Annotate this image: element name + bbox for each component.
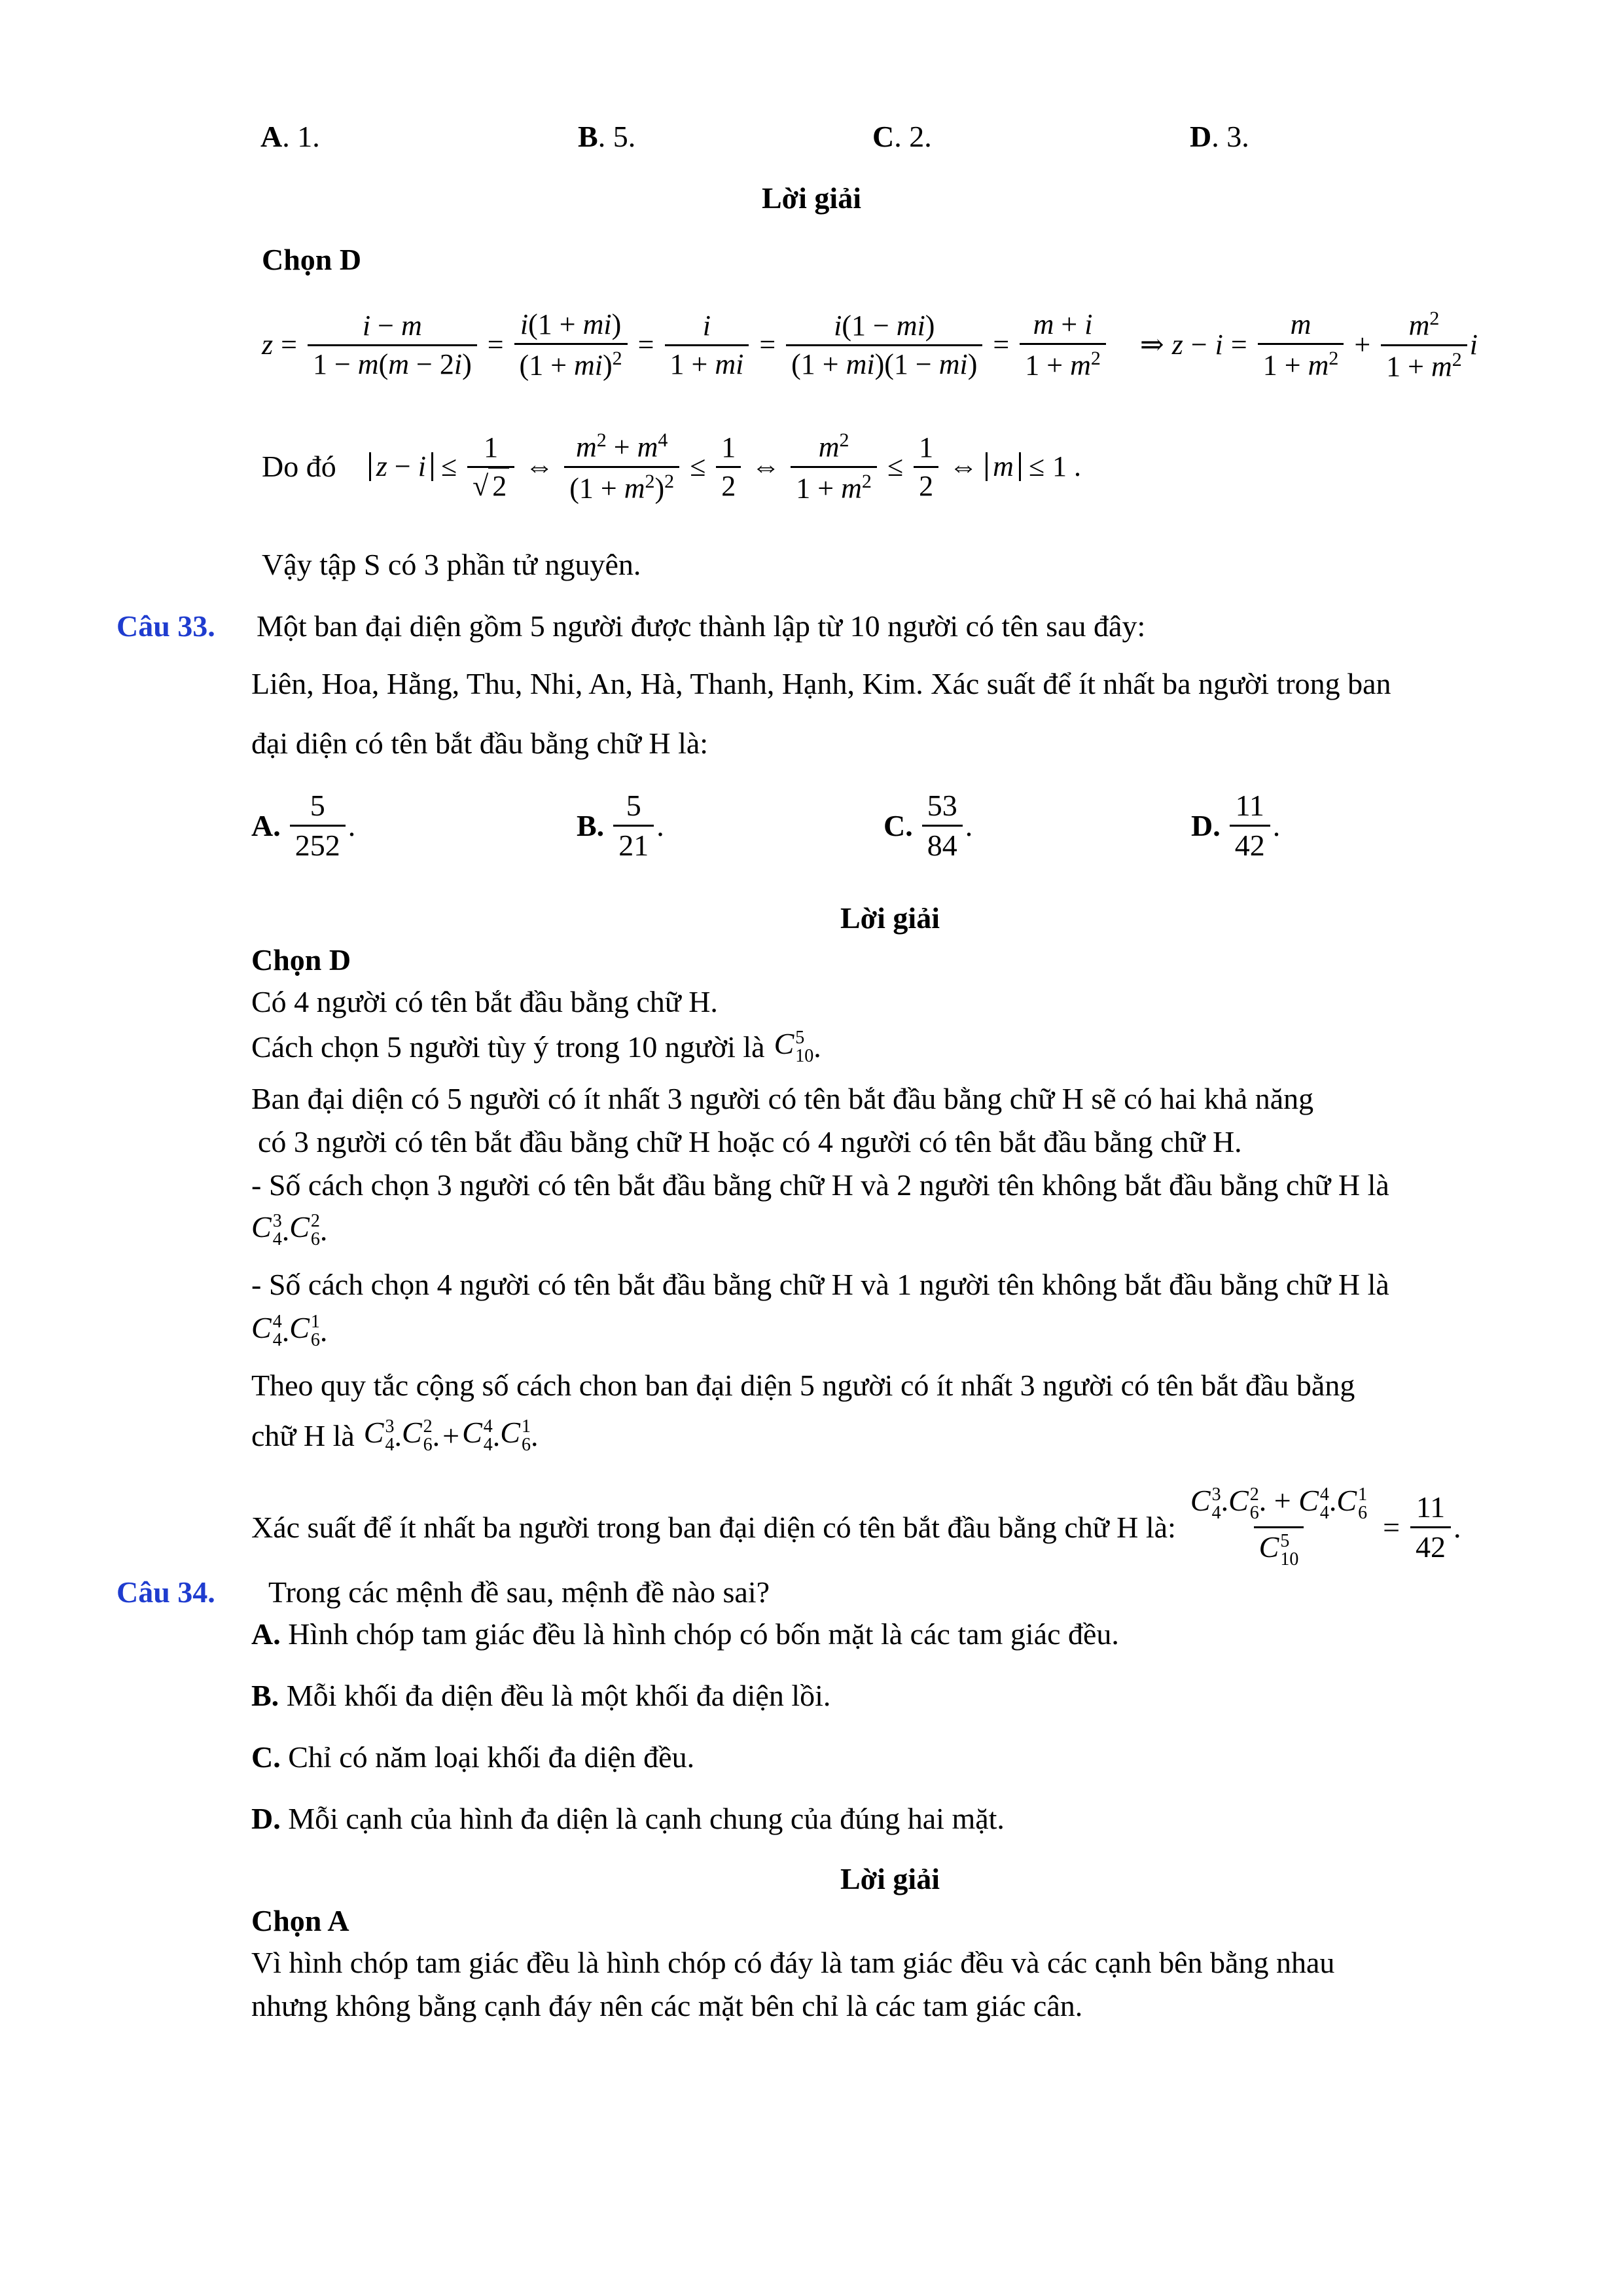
q34-option-d[interactable] xyxy=(251,1804,1005,1834)
answer-letter: A xyxy=(260,120,283,153)
do-do-label: Do đó xyxy=(262,450,336,484)
q33-sol-line8: chữ H là C 3 4 . C 2 6 . + C 4 4 . C 1 6 . xyxy=(251,1416,539,1455)
result-denominator: 42 xyxy=(1410,1526,1451,1562)
answer-numerator: 5 xyxy=(310,789,325,822)
q32-inequality: Do đó z − i ≤ $\frac{1}{√ 2}$ ⇔ $\frac{m^2 + m^4}{(1 + m^2)^2}$ ≤ $\frac{1}{2}$ ⇔ $\frac{m^2}{1 + m^2}$ ≤ $\frac{1}{2}$ ⇔ m ≤ 1 . xyxy=(262,429,1081,505)
option-letter: D. xyxy=(251,1802,281,1835)
q32-equation-z: z = $\frac{i - m}{1 - m(m - 2i)}$ = $\frac{i(1 + mi)}{(1 + mi)^2}$ = $\frac{i}{1 + mi}$ = $\frac{i(1 - mi)}{(1 + mi)(1 - mi)}$ = $\frac{m + i}{1 + m^2}$ ⇒ z − i = $\frac{m}{1 + m^2}$ + $\frac{m^2}{1 + m^2}$ i xyxy=(262,308,1478,383)
option-letter: C. xyxy=(251,1740,281,1774)
q33-sol-line7: Theo quy tắc cộng số cách chon ban đại diện 5 người có ít nhất 3 người có tên bắt đầu bằng xyxy=(251,1369,1355,1402)
q34-option-b[interactable] xyxy=(251,1681,830,1711)
q33-answer-c[interactable]: C. $\frac{53}{84}$ . xyxy=(883,789,973,862)
q32-answer-b[interactable] xyxy=(578,122,635,152)
q32-solution-heading: Lời giải xyxy=(762,181,861,215)
answer-text: . 3. xyxy=(1211,120,1249,153)
q33-line3: đại diện có tên bắt đầu bằng chữ H là: xyxy=(251,726,709,760)
sol-text: Xác suất để ít nhất ba người trong ban đại diện có tên bắt đầu bằng chữ H là: xyxy=(251,1510,1176,1544)
q33-sol-line1: Có 4 người có tên bắt đầu bằng chữ H. xyxy=(251,985,718,1018)
q34-question: Trong các mệnh đề sau, mệnh đề nào sai? xyxy=(268,1575,770,1609)
option-text: Mỗi khối đa diện đều là một khối đa diện lồi. xyxy=(279,1679,831,1712)
option-letter: B. xyxy=(251,1679,279,1712)
answer-numerator: 53 xyxy=(927,789,957,822)
answer-numerator: 11 xyxy=(1235,789,1264,822)
sol-text: Cách chọn 5 người tùy ý trong 10 người là xyxy=(251,1030,765,1064)
q33-answer-d[interactable]: D. $\frac{11}{42}$ . xyxy=(1191,789,1281,862)
q33-answer-b[interactable]: B. $\frac{5}{21}$ . xyxy=(577,789,664,862)
q34-sol-line2: nhưng không bằng cạnh đáy nên các mặt bên chỉ là các tam giác cân. xyxy=(251,1989,1083,2022)
answer-letter: D xyxy=(1190,120,1212,153)
answer-text: . 1. xyxy=(282,120,320,153)
q33-sol-line4: có 3 người có tên bắt đầu bằng chữ H hoặc có 4 người có tên bắt đầu bằng chữ H. xyxy=(258,1125,1242,1158)
answer-letter: C. xyxy=(883,808,913,842)
option-text: Mỗi cạnh của hình đa diện là cạnh chung của đúng hai mặt. xyxy=(280,1802,1005,1835)
q33-combination-3-2: C 3 4 . C 2 6 . xyxy=(251,1210,328,1249)
q32-answer-a[interactable] xyxy=(260,122,320,152)
answer-denominator: 42 xyxy=(1230,825,1270,861)
answer-denominator: 252 xyxy=(290,825,346,861)
answer-text: . 2. xyxy=(894,120,932,153)
answer-letter: B xyxy=(578,120,598,153)
q33-line2: Liên, Hoa, Hằng, Thu, Nhi, An, Hà, Thanh, Hạnh, Kim. Xác suất để ít nhất ba người trong ban xyxy=(251,667,1391,700)
answer-letter: D. xyxy=(1191,808,1221,842)
q33-sol-line3: Ban đại diện có 5 người có ít nhất 3 người có tên bắt đầu bằng chữ H sẽ có hai khả năng xyxy=(251,1082,1314,1115)
answer-denominator: 84 xyxy=(922,825,963,861)
q34-label: Câu 34. xyxy=(116,1575,215,1609)
option-text: Hình chóp tam giác đều là hình chóp có bốn mặt là các tam giác đều. xyxy=(280,1617,1119,1651)
q33-sol-line5: - Số cách chọn 3 người có tên bắt đầu bằng chữ H và 2 người tên không bắt đầu bằng chữ H là xyxy=(251,1168,1389,1202)
q33-solution-heading: Lời giải xyxy=(840,901,940,935)
q32-answer-c[interactable] xyxy=(872,122,932,152)
option-letter: A. xyxy=(251,1617,281,1651)
q34-choice: Chọn A xyxy=(251,1904,349,1937)
q33-combination-4-1: C 4 4 . C 1 6 . xyxy=(251,1311,328,1350)
q33-line1: Một ban đại diện gồm 5 người được thành lập từ 10 người có tên sau đây: xyxy=(257,609,1146,643)
q33-answer-a[interactable]: A. $\frac{5}{252}$ . xyxy=(251,789,356,862)
answer-letter: A. xyxy=(251,808,281,842)
q34-option-a[interactable] xyxy=(251,1619,1119,1649)
answer-denominator: 21 xyxy=(613,825,654,861)
q32-conclusion: Vậy tập S có 3 phần tử nguyên. xyxy=(262,548,641,581)
answer-letter: C xyxy=(872,120,895,153)
result-numerator: 11 xyxy=(1416,1490,1446,1524)
q34-sol-line1: Vì hình chóp tam giác đều là hình chóp có đáy là tam giác đều và các cạnh bên bằng nhau xyxy=(251,1946,1335,1979)
q33-label: Câu 33. xyxy=(116,609,215,643)
option-text: Chỉ có năm loại khối đa diện đều. xyxy=(280,1740,695,1774)
q34-solution-heading: Lời giải xyxy=(840,1862,940,1895)
sol-text: chữ H là xyxy=(251,1419,355,1452)
q33-sol-line6: - Số cách chọn 4 người có tên bắt đầu bằng chữ H và 1 người tên không bắt đầu bằng chữ H là xyxy=(251,1268,1389,1301)
q32-answer-d[interactable] xyxy=(1190,122,1249,152)
q32-choice: Chọn D xyxy=(262,243,362,276)
q33-probability: Xác suất để ít nhất ba người trong ban đại diện có tên bắt đầu bằng chữ H là: C 3 4 . C 2 6 . + C 4 4 . C 1 6 C 5 10 = $\frac{11}{42}$ . xyxy=(251,1484,1461,1570)
answer-text: . 5. xyxy=(597,120,636,153)
q33-choice: Chọn D xyxy=(251,943,351,977)
q33-sol-line2: Cách chọn 5 người tùy ý trong 10 người là C 5 10 . xyxy=(251,1027,821,1066)
answer-letter: B. xyxy=(577,808,605,842)
answer-numerator: 5 xyxy=(626,789,641,822)
q34-option-c[interactable] xyxy=(251,1742,694,1772)
